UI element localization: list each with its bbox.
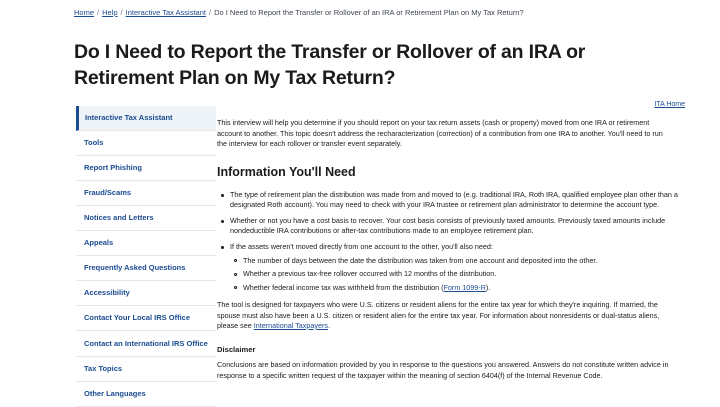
sidebar-item-label: Notices and Letters xyxy=(84,213,154,222)
sidebar-item-label: Tools xyxy=(84,138,104,147)
sidebar-item-tools[interactable] xyxy=(76,131,216,156)
breadcrumb xyxy=(74,8,524,18)
information-needed-sublist xyxy=(230,256,678,293)
sidebar-item-label: Contact an International IRS Office xyxy=(84,339,208,348)
list-item: Whether federal income tax was withheld from the distribution (Form 1099-R). xyxy=(243,283,673,293)
sidebar-item-label: Fraud/Scams xyxy=(84,188,132,197)
disclaimer-body: Conclusions are based on information provided by you in response to the questions you answered. Answers do not constitute written advice in response to a specific written request of the taxpayer within the meaning of section 6404(f) of the Internal Revenue Code. xyxy=(217,360,669,380)
sidebar-item-report-phishing[interactable] xyxy=(76,156,216,181)
sidebar-item-label: Interactive Tax Assistant xyxy=(85,113,173,122)
list-item: Whether or not you have a cost basis to recover. Your cost basis consists of previously taxed amounts. Previously taxed amounts include nondeductible IRA contributions or after-tax contributions made to an employee retirement plan. xyxy=(230,216,678,237)
sidebar-item-label: Accessibility xyxy=(84,288,130,297)
sidebar-item-label: Other Languages xyxy=(84,389,146,398)
breadcrumb-separator: / xyxy=(97,8,100,17)
international-taxpayers-link[interactable]: International Taxpayers xyxy=(253,320,328,330)
sidebar-item-label: Tax Topics xyxy=(84,364,123,373)
intro-paragraph: This interview will help you determine if you should report on your tax return assets (cash or property) moved from one IRA or retirement account to another. This topic doesn't address the recharacterization (correction) of a contribution from one IRA to another. You'll need to run the interview for each rollover or transfer event separately. xyxy=(217,118,663,148)
disclaimer-heading: Disclaimer xyxy=(217,345,256,355)
eligibility-text-1: The tool is designed for taxpayers who were U.S. citizens or resident aliens for the entire tax year for which they're inquiring. If married, the spouse must also have been a U.S. citizen or resident alien for the entire tax year. For information about nonresidents or dual-status aliens, please see xyxy=(217,300,660,330)
list-item-label: If the assets weren't moved directly from one account to the other, you'll also need: xyxy=(230,241,493,251)
sidebar-item-other-languages[interactable] xyxy=(76,382,216,407)
information-needed-heading: Information You'll Need xyxy=(217,164,356,179)
eligibility-text-2: . xyxy=(327,320,330,330)
breadcrumb-separator: / xyxy=(208,8,212,17)
sidebar-item-appeals[interactable] xyxy=(76,231,216,256)
form-1099r-link[interactable]: Form 1099-R xyxy=(443,282,486,292)
sidebar-item-contact-your-local-irs-office[interactable] xyxy=(76,306,216,331)
sidebar-item-label: Appeals xyxy=(84,238,114,247)
sidebar-item-notices-and-letters[interactable] xyxy=(76,206,216,231)
breadcrumb-item-current: Do I Need to Report the Transfer or Rollover of an IRA or Retirement Plan on My Tax Return? xyxy=(214,8,524,17)
sidebar-item-accessibility[interactable] xyxy=(76,281,216,306)
list-item: The type of retirement plan the distribution was made from and moved to (e.g. traditional IRA, Roth IRA, qualified employee plan other than a designated Roth account). You may need to check with your IRA trustee or retirement plan administrator to determine the account type. xyxy=(230,189,678,210)
information-needed-list xyxy=(217,190,699,293)
sidebar-item-label: Frequently Asked Questions xyxy=(84,263,186,272)
list-item: Whether a previous tax-free rollover occurred with 12 months of the distribution. xyxy=(243,269,673,279)
breadcrumb-item-interactive-tax-assistant[interactable]: Interactive Tax Assistant xyxy=(125,8,206,17)
breadcrumb-item-help[interactable]: Help xyxy=(102,8,118,17)
main-content xyxy=(217,100,699,388)
content-wrapper xyxy=(62,0,720,404)
sidebar-item-tax-topics[interactable] xyxy=(76,357,216,382)
breadcrumb-separator: / xyxy=(120,8,123,17)
sidebar-item-frequently-asked-questions[interactable] xyxy=(76,256,216,281)
breadcrumb-item-home[interactable]: Home xyxy=(74,8,95,17)
sidebar-nav xyxy=(76,106,216,407)
left-rail xyxy=(0,0,62,404)
sidebar-item-label: Contact Your Local IRS Office xyxy=(84,313,190,322)
eligibility-paragraph xyxy=(217,300,672,331)
list-item: The number of days between the date the distribution was taken from one account and deposited into the other. xyxy=(243,256,673,266)
sidebar-item-fraud-scams[interactable] xyxy=(76,181,216,206)
list-item xyxy=(230,242,678,294)
sidebar-item-contact-an-international-irs-office[interactable] xyxy=(76,331,216,357)
sidebar-item-interactive-tax-assistant[interactable] xyxy=(76,106,216,131)
ita-home-link[interactable]: ITA Home xyxy=(654,101,685,108)
sidebar-item-label: Report Phishing xyxy=(84,163,142,172)
page-title: Do I Need to Report the Transfer or Rollover of an IRA or Retirement Plan on My Tax Return? xyxy=(74,41,586,90)
